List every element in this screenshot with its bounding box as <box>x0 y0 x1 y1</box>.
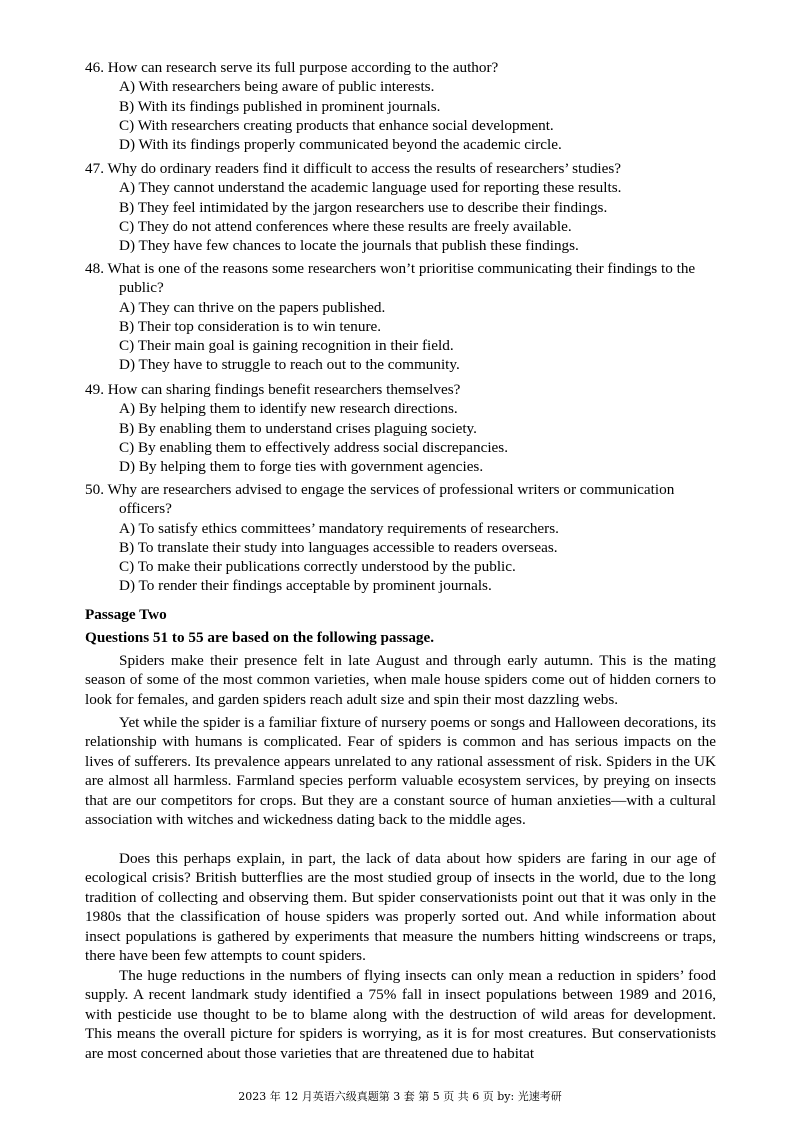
option-d: D) They have few chances to locate the journals that publish these findings. <box>119 237 579 255</box>
option-c: C) They do not attend conferences where these results are freely available. <box>119 217 572 235</box>
option-a: A) To satisfy ethics committees’ mandatory requirements of researchers. <box>119 519 559 537</box>
passage-paragraph-3: Does this perhaps explain, in part, the lack of data about how spiders are faring in our age of ecological crisis? British butterflies are the most studied group of insects in the world, due to the long tradition of collecting and observing them. But spider conservationists point out that it was only in the 1980s that the classification of house spiders was properly sorted out. And while information about insect populations is gathered by experiments that measure the numbers hitting windscreens or traps, there have been few attempts to count spiders. <box>85 850 716 965</box>
option-c: C) With researchers creating products that enhance social development. <box>119 116 554 134</box>
question-stem: 50. Why are researchers advised to engage the services of professional writers or communication officers? <box>85 481 675 518</box>
option-a: A) By helping them to identify new research directions. <box>119 400 458 418</box>
passage-paragraph-2: Yet while the spider is a familiar fixture of nursery poems or songs and Halloween decorations, its relationship with humans is complicated. Fear of spiders is common and has serious impacts on the lives of sufferers. Its prevalence appears unrelated to any rational assessment of risk. Spiders in the UK are almost all harmless. Farmland species perform valuable ecosystem services, by preying on insects that are our competitors for crops. But they are a constant source of human anxieties—with a cultural association with witches and wickedness dating back to the middle ages. <box>85 714 716 829</box>
passage-paragraph-4: The huge reductions in the numbers of flying insects can only mean a reduction in spiders’ food supply. A recent landmark study identified a 75% fall in insect populations between 1989 and 2016, with pesticide use thought to be to blame along with the destruction of wild areas for development. This means the overall picture for spiders is worrying, as it is for most creatures. But conservationists are most concerned about those varieties that are threatened due to habitat <box>85 967 716 1062</box>
option-d: D) To render their findings acceptable by prominent journals. <box>119 577 492 595</box>
question-stem: 47. Why do ordinary readers find it difficult to access the results of researchers’ studies? <box>85 160 622 177</box>
option-d: D) With its findings properly communicated beyond the academic circle. <box>119 136 562 154</box>
passage-paragraph-1: Spiders make their presence felt in late August and through early autumn. This is the mating season of some of the most common varieties, when male house spiders come out of hidden corners to look for females, and garden spiders reach adult size and spin their most dazzling webs. <box>85 652 716 708</box>
option-c: C) By enabling them to effectively address social discrepancies. <box>119 438 508 456</box>
option-b: B) To translate their study into languages accessible to readers overseas. <box>119 538 558 556</box>
question-50 <box>85 480 725 596</box>
option-b: B) They feel intimidated by the jargon researchers use to describe their findings. <box>119 198 608 216</box>
passage-instruction: Questions 51 to 55 are based on the following passage. <box>85 629 435 646</box>
question-stem: 46. How can research serve its full purpose according to the author? <box>85 59 499 76</box>
option-a: A) With researchers being aware of public interests. <box>119 78 435 96</box>
option-b: B) Their top consideration is to win tenure. <box>119 317 382 335</box>
page-footer: 2023 年 12 月英语六级真题第 3 套 第 5 页 共 6 页 by: 光速考研 <box>238 1090 562 1103</box>
option-d: D) By helping them to forge ties with government agencies. <box>119 458 484 476</box>
option-b: B) With its findings published in prominent journals. <box>119 97 441 115</box>
question-stem: 49. How can sharing findings benefit researchers themselves? <box>85 381 461 398</box>
passage-title: Passage Two <box>85 606 167 623</box>
option-c: C) To make their publications correctly understood by the public. <box>119 558 516 576</box>
option-a: A) They cannot understand the academic language used for reporting these results. <box>119 179 622 197</box>
option-a: A) They can thrive on the papers published. <box>119 298 386 316</box>
option-b: B) By enabling them to understand crises plaguing society. <box>119 419 477 437</box>
question-48 <box>85 259 725 375</box>
question-49 <box>85 380 725 476</box>
question-47 <box>85 159 725 255</box>
question-46 <box>85 58 725 154</box>
question-stem: 48. What is one of the reasons some researchers won’t prioritise communicating their findings to the public? <box>85 260 696 297</box>
option-c: C) Their main goal is gaining recognition in their field. <box>119 337 454 355</box>
option-d: D) They have to struggle to reach out to the community. <box>119 356 460 374</box>
